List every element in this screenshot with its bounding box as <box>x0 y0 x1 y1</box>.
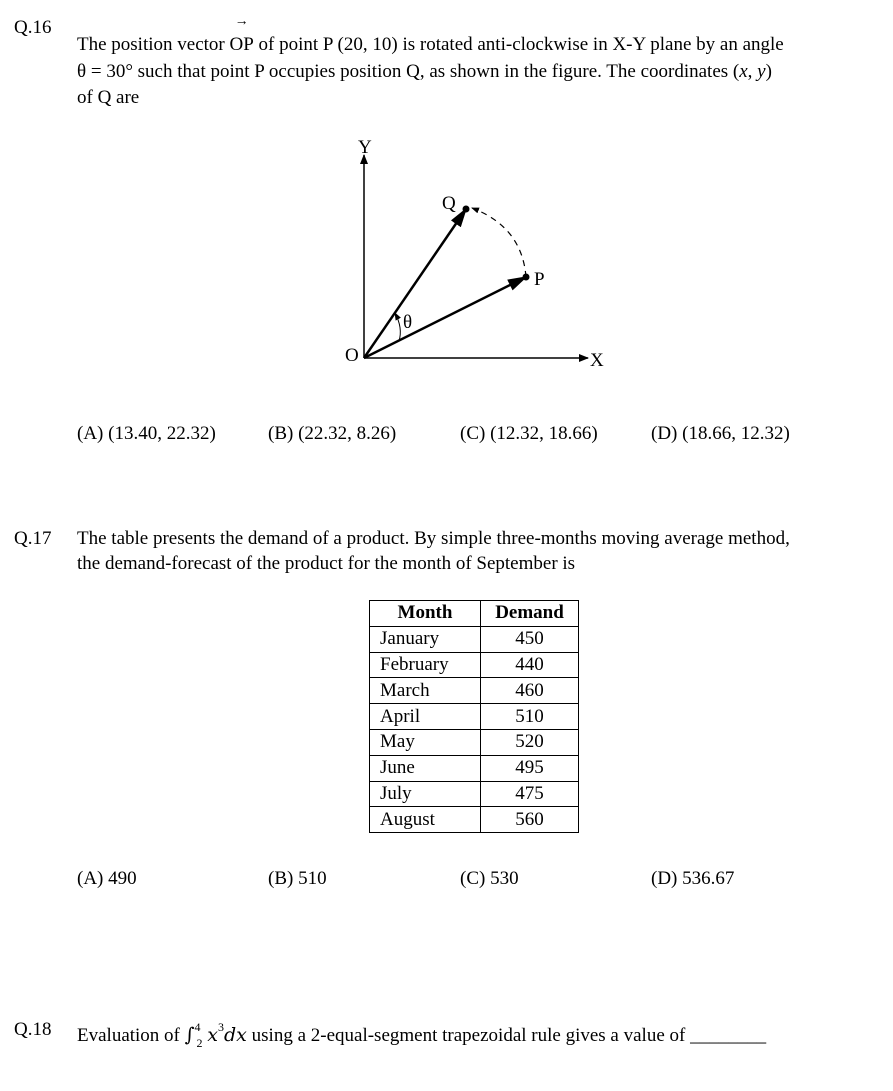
month-cell: March <box>370 678 481 704</box>
option-b[interactable]: (B) 510 <box>268 868 327 889</box>
question-text: using a 2-equal-segment trapezoidal rule gives a value of ________ <box>251 1025 767 1046</box>
question-text-line: the demand-forecast of the product for the month of September is <box>77 553 576 574</box>
column-header-month: Month <box>370 601 481 627</box>
theta-arc <box>395 313 400 341</box>
table-header-row <box>370 601 579 627</box>
option-b[interactable]: (B) (22.32, 8.26) <box>268 423 397 444</box>
label-o: O <box>345 345 359 366</box>
vector-label: OP <box>229 34 254 55</box>
var-x: x <box>739 61 748 82</box>
table-row <box>370 807 579 833</box>
integrand-var: x <box>207 1024 219 1046</box>
rotation-arc <box>472 208 526 277</box>
comma: , <box>747 61 758 82</box>
demand-cell: 510 <box>481 704 579 730</box>
month-cell: January <box>370 626 481 652</box>
option-d[interactable]: (D) (18.66, 12.32) <box>651 423 790 444</box>
demand-cell: 475 <box>481 781 579 807</box>
table-row <box>370 729 579 755</box>
month-cell: April <box>370 704 481 730</box>
table-row <box>370 626 579 652</box>
question-text-line <box>77 1020 767 1050</box>
integral-sign: ∫ <box>184 1024 195 1046</box>
table-row <box>370 781 579 807</box>
integrand-differential: dx <box>224 1024 247 1046</box>
question-text-line: The table presents the demand of a product. By simple three-months moving average method, <box>77 528 790 549</box>
option-d[interactable]: (D) 536.67 <box>651 868 735 889</box>
option-c[interactable]: (C) (12.32, 18.66) <box>460 423 598 444</box>
demand-cell: 520 <box>481 729 579 755</box>
demand-cell: 440 <box>481 652 579 678</box>
question-text-line: of Q are <box>77 87 140 108</box>
vector-op-arrow <box>364 277 526 358</box>
option-a[interactable]: (A) 490 <box>77 868 137 889</box>
demand-table <box>369 600 579 833</box>
question-number: Q.18 <box>14 1019 52 1040</box>
month-cell: July <box>370 781 481 807</box>
column-header-demand: Demand <box>481 601 579 627</box>
rotation-figure <box>330 130 630 380</box>
var-y: y <box>757 61 766 82</box>
table-row <box>370 678 579 704</box>
option-a[interactable]: (A) (13.40, 22.32) <box>77 423 216 444</box>
point-q <box>463 206 470 213</box>
month-cell: June <box>370 755 481 781</box>
question-text-line <box>77 61 772 83</box>
integrand-power: 3 <box>218 1020 225 1034</box>
vector-oq-arrow <box>364 209 466 358</box>
option-c[interactable]: (C) 530 <box>460 868 519 889</box>
demand-cell: 460 <box>481 678 579 704</box>
label-y: Y <box>358 137 372 158</box>
question-text-line <box>77 14 784 56</box>
table-row <box>370 652 579 678</box>
vector-op <box>229 14 254 56</box>
month-cell: February <box>370 652 481 678</box>
table-row <box>370 755 579 781</box>
demand-cell: 560 <box>481 807 579 833</box>
question-text: θ = 30° such that point P occupies position Q, as shown in the figure. The coordinates ( <box>77 61 740 82</box>
label-q: Q <box>442 193 456 214</box>
question-text: The position vector <box>77 34 225 55</box>
question-number: Q.17 <box>14 528 52 549</box>
label-p: P <box>534 269 545 290</box>
demand-cell: 495 <box>481 755 579 781</box>
label-theta: θ <box>403 312 413 333</box>
question-text: Evaluation of <box>77 1025 180 1046</box>
demand-cell: 450 <box>481 626 579 652</box>
upper-limit: 4 <box>194 1020 201 1034</box>
vector-arrow: → <box>234 14 249 29</box>
lower-limit: 2 <box>196 1036 203 1050</box>
month-cell: May <box>370 729 481 755</box>
paren: ) <box>765 61 772 82</box>
question-number: Q.16 <box>14 17 52 38</box>
table-row <box>370 704 579 730</box>
question-text: of point P (20, 10) is rotated anti-clockwise in X-Y plane by an angle <box>258 34 784 55</box>
point-p <box>523 274 530 281</box>
label-x: X <box>590 350 604 371</box>
month-cell: August <box>370 807 481 833</box>
